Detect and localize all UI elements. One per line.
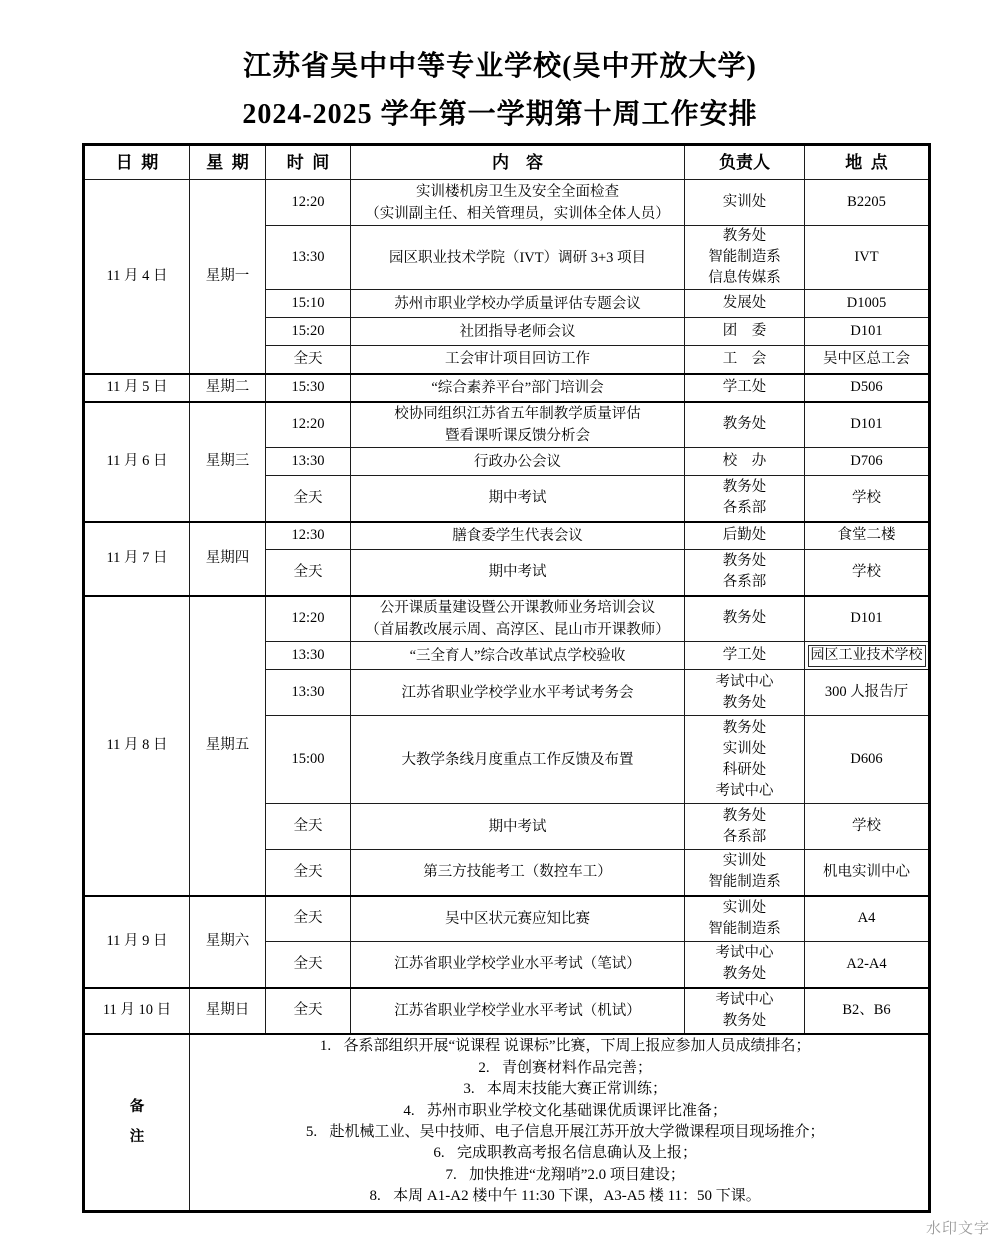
weekday-cell — [190, 522, 266, 596]
note-number: 3. — [463, 1081, 475, 1098]
content-cell-line: 工会审计项目回访工作 — [445, 351, 590, 368]
content-cell-line: 吴中区状元赛应知比赛 — [445, 910, 590, 927]
content-cell — [351, 180, 685, 226]
time-cell — [266, 716, 351, 804]
header-row — [84, 145, 930, 180]
content-cell — [351, 896, 685, 942]
owner-cell-line: 发展处 — [722, 295, 767, 311]
place-cell: 300 人报告厅 — [805, 670, 930, 716]
content-cell-line: （实训副主任、相关管理员，实训体全体人员） — [365, 205, 670, 222]
content-cell-line: 第三方技能考工（数控车工） — [423, 864, 612, 881]
header-time: 时 间 — [266, 145, 351, 180]
date-cell-line: 11 月 10 日 — [102, 1002, 172, 1018]
content-cell-line: 实训楼机房卫生及安全全面检查 — [416, 183, 619, 200]
content-cell — [351, 716, 685, 804]
schedule-row — [84, 374, 930, 402]
owner-cell — [685, 988, 805, 1034]
weekday-cell — [190, 180, 266, 374]
date-cell-line: 11 月 9 日 — [106, 933, 168, 949]
content-cell — [351, 290, 685, 318]
owner-cell-line: 校 办 — [722, 453, 767, 469]
time-cell-line: 12:30 — [291, 527, 325, 544]
time-cell-line: 12:20 — [291, 194, 325, 210]
weekday-cell-line: 星期四 — [205, 550, 250, 566]
schedule-row — [84, 522, 930, 550]
time-cell-line: 全天 — [293, 910, 323, 927]
owner-cell — [685, 850, 805, 896]
boxed-place-text: 园区工业技术学校 — [808, 645, 926, 667]
place-cell: 机电实训中心 — [805, 850, 930, 896]
time-cell — [266, 374, 351, 402]
content-cell-line: 膳食委学生代表会议 — [452, 527, 583, 544]
owner-cell-line: 实训处 — [722, 853, 767, 870]
place-cell — [805, 642, 930, 670]
note-line — [190, 1165, 928, 1186]
place-cell: A4 — [805, 896, 930, 942]
owner-cell-line: 教务处 — [722, 228, 767, 244]
content-cell-line: “综合素养平台”部门培训会 — [431, 379, 604, 396]
time-cell-line: 13:30 — [291, 249, 325, 265]
time-cell — [266, 550, 351, 596]
owner-cell-line: 各系部 — [722, 500, 767, 517]
note-line — [190, 1143, 928, 1164]
content-cell — [351, 522, 685, 550]
owner-cell-line: 考试中心 — [715, 991, 774, 1008]
schedule-row — [84, 596, 930, 642]
owner-cell-line: 教务处 — [722, 807, 767, 824]
owner-cell — [685, 374, 805, 402]
content-cell-line: 校协同组织江苏省五年制教学质量评估 — [394, 405, 641, 422]
header-place: 地 点 — [805, 145, 930, 180]
weekly-schedule-table — [82, 143, 931, 1213]
content-cell-line: 大教学条线月度重点工作反馈及布置 — [401, 751, 634, 768]
content-cell — [351, 476, 685, 522]
time-cell-line: 15:10 — [291, 295, 325, 311]
owner-cell — [685, 596, 805, 642]
owner-cell-line: 各系部 — [722, 828, 767, 845]
owner-cell — [685, 346, 805, 374]
time-cell — [266, 522, 351, 550]
schedule-row — [84, 988, 930, 1034]
owner-cell — [685, 716, 805, 804]
note-text: 本周 A1-A2 楼中午 11:30 下课，A3-A5 楼 11：50 下课。 — [393, 1188, 761, 1205]
note-text: 加快推进“龙翔哨”2.0 项目建设； — [469, 1166, 685, 1183]
owner-cell — [685, 550, 805, 596]
owner-cell — [685, 942, 805, 988]
date-cell — [84, 522, 190, 596]
owner-cell-line: 教务处 — [722, 416, 767, 433]
owner-cell-line: 教务处 — [722, 1012, 767, 1029]
note-line — [190, 1036, 928, 1057]
place-cell: D506 — [805, 374, 930, 402]
content-cell — [351, 346, 685, 374]
notes-label — [84, 1034, 190, 1212]
owner-cell — [685, 402, 805, 448]
content-cell — [351, 642, 685, 670]
place-cell: IVT — [805, 226, 930, 290]
note-text: 各系部组织开展“说课程 说课标”比赛，下周上报应参加人员成绩排名； — [343, 1038, 811, 1055]
weekday-cell-line: 星期三 — [205, 453, 250, 469]
weekday-cell — [190, 596, 266, 896]
owner-cell-line: 教务处 — [722, 719, 767, 736]
content-cell-line: 江苏省职业学校学业水平考试（机试） — [394, 1002, 641, 1019]
content-cell — [351, 448, 685, 476]
content-cell-line: 期中考试 — [488, 490, 547, 507]
owner-cell-line: 实训处 — [722, 740, 767, 757]
date-cell — [84, 596, 190, 896]
note-text: 青创赛材料作品完善； — [501, 1059, 652, 1076]
date-cell-line: 11 月 5 日 — [106, 379, 168, 395]
owner-cell — [685, 180, 805, 226]
time-cell-line: 15:20 — [291, 323, 325, 339]
note-number: 5. — [305, 1124, 318, 1140]
date-cell-line: 11 月 8 日 — [106, 737, 168, 753]
header-content: 内 容 — [351, 145, 685, 180]
content-cell-line: 苏州市职业学校办学质量评估专题会议 — [394, 295, 641, 312]
time-cell — [266, 180, 351, 226]
header-weekday: 星 期 — [190, 145, 266, 180]
time-cell-line: 12:20 — [291, 416, 325, 433]
time-cell-line: 全天 — [293, 350, 323, 367]
schedule-row — [84, 896, 930, 942]
time-cell — [266, 642, 351, 670]
owner-cell-line: 考试中心 — [715, 945, 774, 962]
time-cell — [266, 988, 351, 1034]
content-cell — [351, 596, 685, 642]
time-cell — [266, 346, 351, 374]
owner-cell-line: 实训处 — [722, 194, 767, 210]
date-cell — [84, 896, 190, 988]
note-line — [190, 1058, 928, 1079]
date-cell — [84, 988, 190, 1034]
date-cell-line: 11 月 4 日 — [106, 267, 168, 284]
notes-row — [84, 1034, 930, 1212]
weekday-cell-line: 星期二 — [205, 379, 250, 395]
date-cell — [84, 402, 190, 522]
owner-cell-line: 科研处 — [722, 761, 767, 778]
content-cell — [351, 942, 685, 988]
time-cell-line: 13:30 — [291, 684, 325, 700]
header-owner: 负责人 — [685, 145, 805, 180]
note-text: 赴机械工业、吴中技师、电子信息开展江苏开放大学微课程项目现场推介； — [329, 1124, 825, 1140]
time-cell — [266, 448, 351, 476]
schedule-row — [84, 402, 930, 448]
owner-cell — [685, 290, 805, 318]
owner-cell-line: 教务处 — [722, 610, 767, 627]
place-cell: 学校 — [805, 476, 930, 522]
weekday-cell — [190, 374, 266, 402]
note-number: 2. — [478, 1059, 490, 1076]
weekday-cell-line: 星期日 — [205, 1002, 250, 1018]
time-cell-line: 13:30 — [291, 647, 325, 663]
time-cell — [266, 942, 351, 988]
content-cell — [351, 850, 685, 896]
owner-cell-line: 各系部 — [722, 574, 767, 591]
note-line — [190, 1101, 928, 1122]
weekday-cell-line: 星期一 — [205, 267, 250, 284]
owner-cell — [685, 670, 805, 716]
content-cell-line: 社团指导老师会议 — [459, 323, 576, 340]
place-cell: D101 — [805, 402, 930, 448]
owner-cell-line: 学工处 — [722, 379, 767, 395]
note-number: 6. — [433, 1145, 445, 1162]
content-cell — [351, 550, 685, 596]
time-cell — [266, 226, 351, 290]
owner-cell-line: 教务处 — [722, 966, 767, 983]
note-number: 7. — [445, 1166, 457, 1183]
owner-cell-line: 工 会 — [722, 350, 767, 367]
weekday-cell — [190, 402, 266, 522]
note-line — [190, 1186, 928, 1207]
owner-cell — [685, 476, 805, 522]
time-cell — [266, 290, 351, 318]
place-cell: D1005 — [805, 290, 930, 318]
content-cell-line: 暨看课听课反馈分析会 — [445, 427, 590, 444]
content-cell — [351, 402, 685, 448]
notes-label-char: 备 — [129, 1099, 145, 1115]
weekday-cell — [190, 988, 266, 1034]
note-line — [190, 1079, 928, 1100]
time-cell — [266, 318, 351, 346]
weekday-cell-line: 星期六 — [205, 933, 250, 949]
watermark-text: 水印文字 — [925, 1221, 990, 1237]
owner-cell-line: 团 委 — [722, 323, 767, 339]
time-cell — [266, 804, 351, 850]
time-cell-line: 12:20 — [291, 610, 325, 627]
time-cell-line: 全天 — [293, 1002, 323, 1018]
content-cell — [351, 804, 685, 850]
time-cell-line: 15:30 — [291, 379, 325, 395]
time-cell-line: 全天 — [293, 955, 323, 972]
content-cell — [351, 988, 685, 1034]
owner-cell-line: 学工处 — [722, 647, 767, 663]
note-line — [190, 1122, 928, 1143]
time-cell — [266, 476, 351, 522]
place-cell: 学校 — [805, 804, 930, 850]
time-cell — [266, 850, 351, 896]
content-cell — [351, 670, 685, 716]
place-cell: 吴中区总工会 — [805, 346, 930, 374]
content-cell — [351, 226, 685, 290]
owner-cell — [685, 448, 805, 476]
place-cell: 学校 — [805, 550, 930, 596]
owner-cell-line: 教务处 — [722, 694, 767, 711]
page-subtitle: 2024-2025 学年第一学期第十周工作安排 — [242, 99, 758, 130]
owner-cell-line: 智能制造系 — [708, 249, 781, 265]
place-cell: D101 — [805, 318, 930, 346]
content-cell-line: （首届教改展示周、高淳区、昆山市开课教师） — [365, 621, 670, 638]
owner-cell-line: 考试中心 — [715, 782, 774, 799]
note-text: 本周末技能大赛正常训练； — [486, 1081, 667, 1098]
date-cell — [84, 374, 190, 402]
owner-cell-line: 教务处 — [722, 479, 767, 496]
page-title: 江苏省吴中中等专业学校(吴中开放大学) — [243, 51, 757, 82]
time-cell — [266, 402, 351, 448]
owner-cell-line: 信息传媒系 — [708, 270, 781, 286]
place-cell: B2205 — [805, 180, 930, 226]
notes-label-char: 注 — [129, 1129, 145, 1145]
time-cell-line: 15:00 — [291, 751, 325, 767]
notes-content — [190, 1034, 930, 1212]
owner-cell-line: 后勤处 — [722, 527, 767, 544]
header-date: 日 期 — [84, 145, 190, 180]
place-cell: B2、B6 — [805, 988, 930, 1034]
owner-cell — [685, 522, 805, 550]
owner-cell-line: 考试中心 — [715, 673, 774, 690]
owner-cell — [685, 318, 805, 346]
place-cell: A2-A4 — [805, 942, 930, 988]
owner-cell — [685, 226, 805, 290]
time-cell-line: 全天 — [293, 489, 323, 506]
place-cell: D606 — [805, 716, 930, 804]
weekday-cell-line: 星期五 — [205, 737, 250, 753]
date-cell-line: 11 月 7 日 — [106, 550, 168, 566]
content-cell — [351, 318, 685, 346]
content-cell-line: 公开课质量建设暨公开课教师业务培训会议 — [379, 599, 656, 616]
content-cell-line: 园区职业技术学院（IVT）调研 3+3 项目 — [388, 249, 647, 266]
note-number: 8. — [369, 1188, 381, 1205]
content-cell-line: 期中考试 — [488, 564, 547, 581]
content-cell-line: “三全育人”综合改革试点学校验收 — [409, 647, 626, 664]
place-cell: D101 — [805, 596, 930, 642]
time-cell-line: 全天 — [293, 563, 323, 580]
owner-cell — [685, 642, 805, 670]
owner-cell-line: 教务处 — [722, 553, 767, 570]
content-cell-line: 江苏省职业学校学业水平考试考务会 — [401, 684, 634, 701]
content-cell-line: 行政办公会议 — [474, 453, 561, 470]
time-cell-line: 13:30 — [291, 453, 325, 469]
time-cell — [266, 896, 351, 942]
place-cell: 食堂二楼 — [805, 522, 930, 550]
content-cell-line: 江苏省职业学校学业水平考试（笔试） — [394, 956, 641, 973]
owner-cell-line: 实训处 — [722, 899, 767, 916]
owner-cell — [685, 896, 805, 942]
note-number: 4. — [403, 1102, 415, 1119]
content-cell — [351, 374, 685, 402]
note-text: 苏州市职业学校文化基础课优质课评比准备； — [426, 1102, 727, 1119]
time-cell — [266, 596, 351, 642]
content-cell-line: 期中考试 — [488, 818, 547, 835]
note-text: 完成职教高考报名信息确认及上报； — [456, 1145, 697, 1162]
date-cell-line: 11 月 6 日 — [106, 453, 168, 469]
schedule-row — [84, 180, 930, 226]
place-cell: D706 — [805, 448, 930, 476]
date-cell — [84, 180, 190, 374]
weekday-cell — [190, 896, 266, 988]
time-cell-line: 全天 — [293, 818, 323, 834]
time-cell-line: 全天 — [293, 863, 323, 880]
note-number: 1. — [319, 1038, 332, 1055]
owner-cell-line: 智能制造系 — [708, 920, 781, 937]
owner-cell-line: 智能制造系 — [708, 874, 781, 891]
time-cell — [266, 670, 351, 716]
owner-cell — [685, 804, 805, 850]
